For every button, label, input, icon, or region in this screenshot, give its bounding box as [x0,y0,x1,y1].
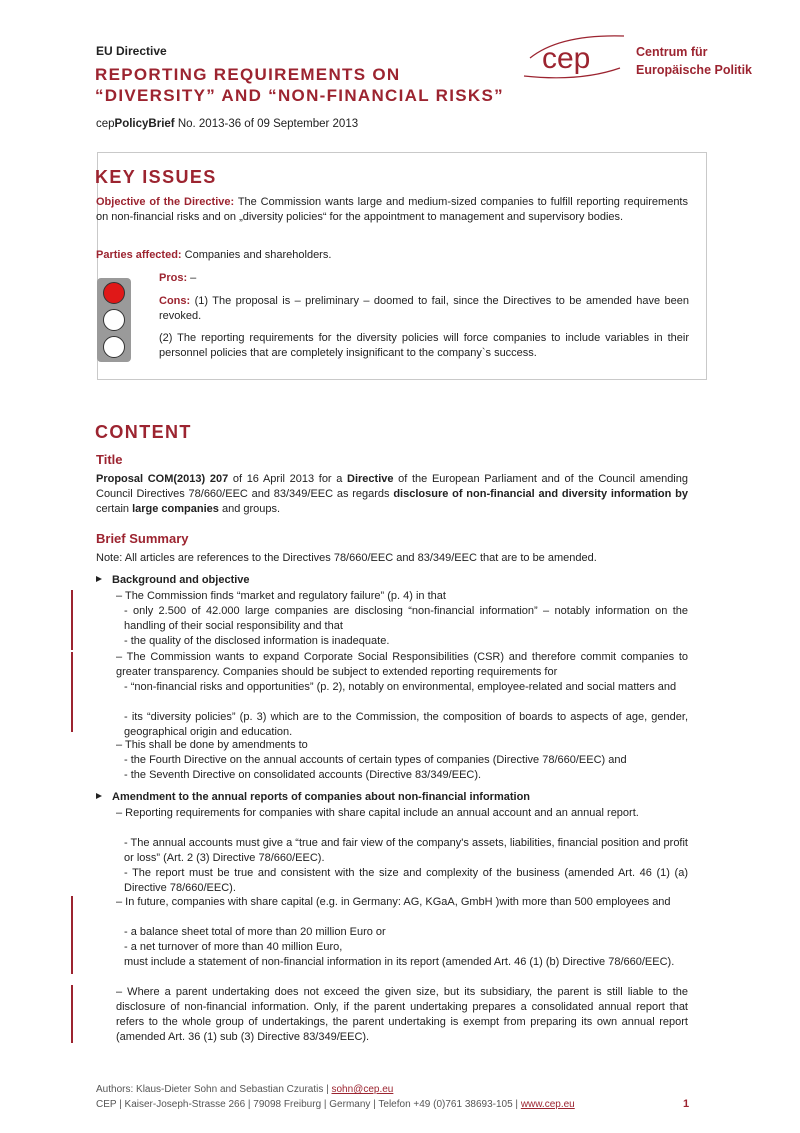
policybrief-line [96,118,358,130]
list-item: - only 2.500 of 42.000 large companies are disclosing “non-financial information” – notably information on the handling of their social responsibility and that [124,605,688,632]
pb-number-date: No. 2013-36 of 09 September 2013 [174,118,359,130]
list-item: - the quality of the disclosed information is inadequate. [124,635,390,647]
org-line-2: Europäische Politik [636,63,753,77]
title-paragraph [96,472,688,517]
list-item: - a balance sheet total of more than 20 million Euro or [124,926,386,938]
pros-label: Pros: [159,272,188,284]
list-item: - The report must be true and consistent with the size and complexity of the business (amended Art. 46 (1) (a) Directive 78/660/EEC). [124,867,688,894]
section-background-label: Background and objective [112,574,250,586]
list-item: – Where a parent undertaking does not exceed the given size, but its subsidiary, the parent is still liable to the disclosure of non-financial information. Only, if the parent undertaking prepares a consolidated annual report that refers to the whole group of undertakings, the parent undertaking is exempt from preparing its own annual report (amended Art. 36 (1) sub (3) Directive 83/349/EEC). [116,986,688,1043]
org-line-1: Centrum für [636,45,708,59]
logo-text: cep [542,42,591,75]
key-issues-heading: KEY ISSUES [95,167,217,187]
margin-marker [71,896,73,974]
middle-lamp-icon [103,309,125,331]
margin-marker [71,652,73,732]
list-item: - its “diversity policies” (p. 3) which are to the Commission, the composition of boards to aspects of age, gender, geographical origin and education. [124,711,688,738]
list-item: - The annual accounts must give a “true and fair view of the company's assets, liabilities, financial position and profit or loss” (Art. 2 (3) Directive 78/660/EEC). [124,837,688,864]
list-item: - the Seventh Directive on consolidated accounts (Directive 83/349/EEC). [124,769,482,781]
note-paragraph: Note: All articles are references to the Directives 78/660/EEC and 83/349/EEC that are to be amended. [96,552,597,564]
footer-authors [96,1084,393,1095]
list-item: - the Fourth Directive on the annual accounts of certain types of companies (Directive 78/660/EEC) and [124,754,627,766]
content-heading: CONTENT [95,422,192,442]
website-link[interactable]: www.cep.eu [520,1099,575,1110]
title-section-heading: Title [96,452,123,467]
cons-paragraph-2: (2) The reporting requirements for the diversity policies will force companies to include variables in their personnel policies that are completely insignificant to the company`s success. [159,332,689,359]
title-p6: certain [96,503,133,515]
bullet-arrow-icon [96,793,102,799]
section-amendment-heading [96,791,530,803]
footer-address [96,1099,575,1110]
cons-label: Cons: [159,295,191,307]
document-series: EU Directive [96,44,167,58]
page-title [95,64,504,106]
bullet-arrow-icon [96,576,102,582]
title-p1: Proposal COM(2013) 207 [96,473,229,485]
section-amendment-label: Amendment to the annual reports of companies about non-financial information [112,791,531,803]
page-number: 1 [683,1098,690,1110]
list-item: must include a statement of non-financial information in its report (amended Art. 46 (1) (b) Directive 78/660/EEC). [124,956,675,968]
margin-marker [71,590,73,650]
list-item: – In future, companies with share capital (e.g. in Germany: AG, KGaA, GmbH )with more than 500 employees and [116,896,671,908]
authors-text: Authors: Klaus-Dieter Sohn and Sebastian Czuratis | [96,1084,332,1095]
margin-marker [71,985,73,1043]
title-p7: large companies [132,503,219,515]
list-item: - “non-financial risks and opportunities” (p. 2), notably on environmental, employee-related and social matters and [124,681,677,693]
parties-label: Parties affected: [96,249,182,261]
objective-label: Objective of the Directive: [96,196,235,208]
list-item: – The Commission wants to expand Corporate Social Responsibilities (CSR) and therefore commit companies to greater transparency. Companies should be subject to extended reporting requirements for [116,651,688,678]
list-item: – The Commission finds “market and regulatory failure” (p. 4) in that [116,590,446,602]
pros-paragraph [159,271,689,286]
author-email-link[interactable]: sohn@cep.eu [331,1084,394,1095]
cep-logo [520,32,630,82]
objective-paragraph [96,195,688,225]
title-line-2: “DIVERSITY” AND “NON-FINANCIAL RISKS” [95,86,504,105]
title-line-1: REPORTING REQUIREMENTS ON [95,65,401,84]
title-p4: of the European Parliament and of the Council amending Council Directives 78/660/EEC and 83/349/EEC as regards [96,473,688,500]
traffic-light-icon [97,278,131,362]
list-item: – This shall be done by amendments to [116,739,308,751]
red-lamp-icon [103,282,125,304]
objective-text: The Commission wants large and medium-sized companies to fulfill reporting requirements on non-financial risks and on „diversity policies“ for the appointment to management and supervisory bodies. [96,196,688,223]
summary-heading: Brief Summary [96,531,189,546]
title-p2: of 16 April 2013 for a [228,473,348,485]
title-p8: and groups. [218,503,281,515]
list-item: - a net turnover of more than 40 million Euro, [124,941,343,953]
cons-text-1: (1) The proposal is – preliminary – doomed to fail, since the Directives to be amended have been revoked. [159,295,689,322]
list-item: – Reporting requirements for companies with share capital include an annual account and an annual report. [116,807,639,819]
pb-prefix: cep [96,118,115,130]
address-text: CEP | Kaiser-Joseph-Strasse 266 | 79098 Freiburg | Germany | Telefon +49 (0)761 38693-105 | [96,1099,521,1110]
parties-text: Companies and shareholders. [181,249,332,261]
organization-name [636,43,752,79]
cons-paragraph-1 [159,294,689,324]
pros-text: – [187,272,197,284]
title-p5: disclosure of non-financial and diversity information by [393,488,688,500]
bottom-lamp-icon [103,336,125,358]
section-background-heading [96,574,250,586]
parties-paragraph [96,248,688,263]
pb-bold: PolicyBrief [114,118,175,130]
title-p3: Directive [347,473,394,485]
